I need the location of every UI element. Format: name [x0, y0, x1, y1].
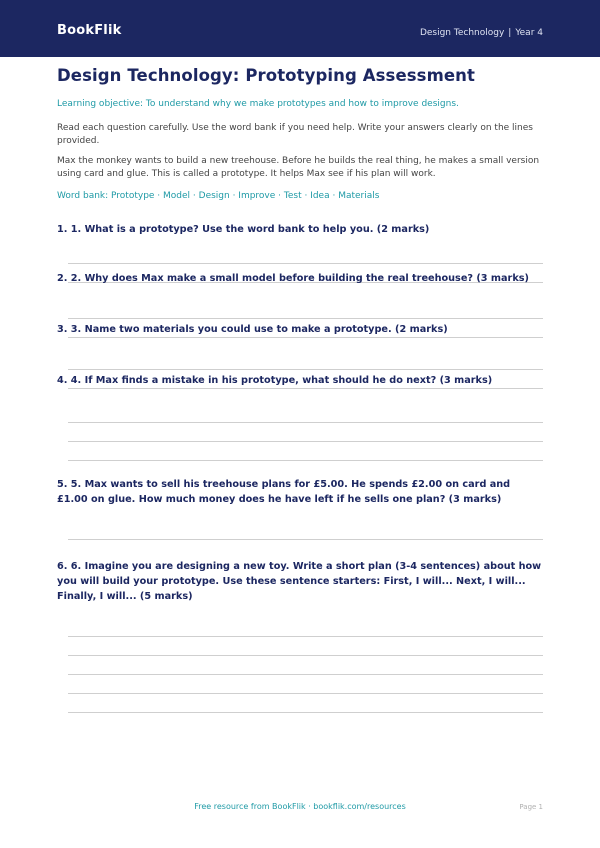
answer-line[interactable] [68, 263, 543, 264]
question-text: 5. 5. Max wants to sell his treehouse plans for £5.00. He spends £2.00 on card and £1.00 on glue. How much money does he have left if he sells one plan? (3 marks) [57, 479, 511, 505]
page-number: Page 1 [519, 803, 543, 811]
answer-line[interactable] [68, 422, 543, 423]
answer-line[interactable] [68, 369, 543, 370]
answer-line[interactable] [68, 460, 543, 461]
word-bank: Word bank: Prototype · Model · Design · Improve · Test · Idea · Materials [57, 191, 380, 201]
answer-line[interactable] [68, 712, 543, 713]
learning-objective: Learning objective: To understand why we make prototypes and how to improve designs. [57, 99, 459, 109]
instructions-paragraph: Read each question carefully. Use the word bank if you need help. Write your answers clearly on the lines provided. [57, 123, 533, 146]
question-item [57, 373, 543, 461]
answer-line[interactable] [68, 655, 543, 656]
answer-lines [68, 636, 543, 713]
question-text: 1. 1. What is a prototype? Use the word bank to help you. (2 marks) [57, 224, 430, 235]
subject-label: Design Technology [419, 28, 505, 38]
answer-line[interactable] [68, 441, 543, 442]
question-item [57, 559, 543, 713]
header-meta [420, 28, 543, 38]
answer-line[interactable] [68, 674, 543, 675]
header-separator: | [508, 28, 512, 38]
year-label: Year 4 [515, 28, 543, 38]
page-footer [0, 802, 600, 816]
page-title: Design Technology: Prototyping Assessment [57, 66, 475, 85]
question-item [57, 477, 543, 540]
footer-credit: Free resource from BookFlik · bookflik.com/resources [194, 802, 406, 811]
page-header [0, 0, 600, 57]
answer-line[interactable] [68, 539, 543, 540]
story-paragraph: Max the monkey wants to build a new treehouse. Before he builds the real thing, he makes a small version using card and glue. This is called a prototype. It helps Max see if his plan will work. [57, 156, 540, 179]
brand-logo-text: BookFlik [57, 23, 122, 38]
answer-line[interactable] [68, 693, 543, 694]
question-text: 6. 6. Imagine you are designing a new toy. Write a short plan (3-4 sentences) about how you will build your prototype. Use these sentence starters: First, I will... Next, I will... Finally, I will... (5 marks) [57, 561, 542, 602]
answer-line[interactable] [68, 636, 543, 637]
question-text: 3. 3. Name two materials you could use to make a prototype. (2 marks) [57, 324, 448, 335]
question-text: 2. 2. Why does Max make a small model before building the real treehouse? (3 marks) [57, 273, 529, 284]
worksheet-content [57, 65, 543, 713]
question-text: 4. 4. If Max finds a mistake in his prototype, what should he do next? (3 marks) [57, 375, 493, 386]
answer-lines [68, 422, 543, 461]
answer-line[interactable] [68, 318, 543, 319]
answer-lines [68, 539, 543, 540]
